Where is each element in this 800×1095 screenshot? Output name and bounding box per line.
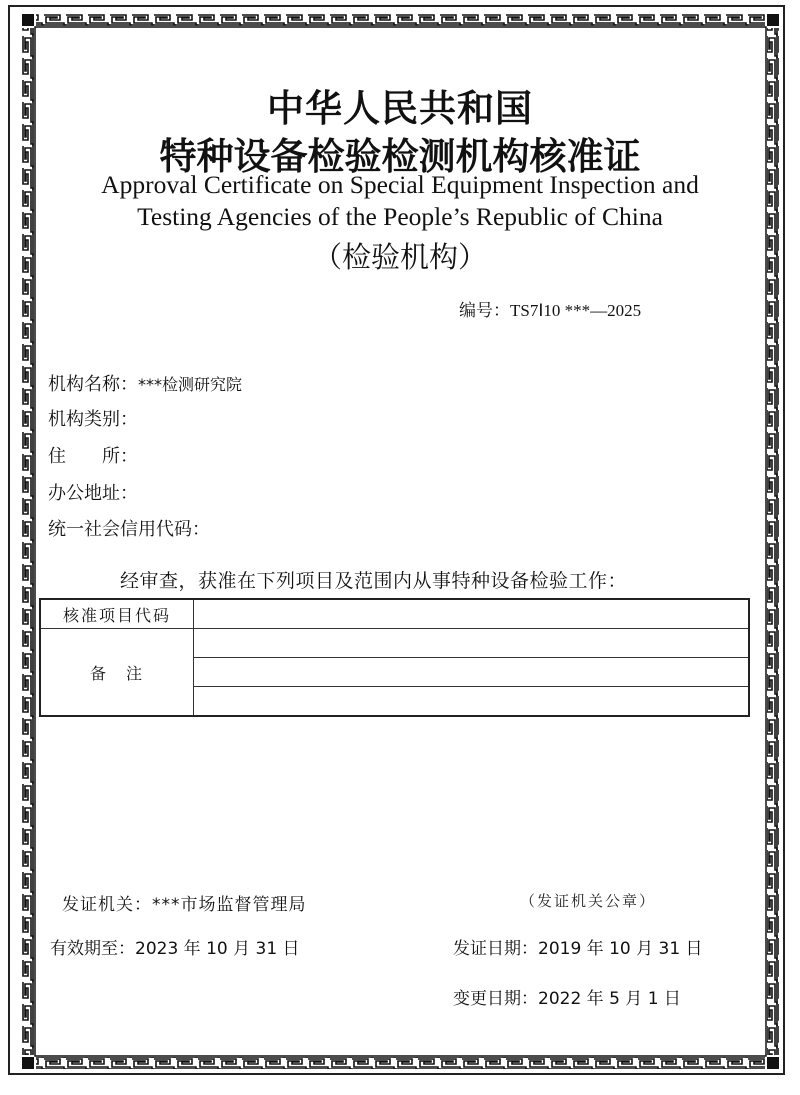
serial-label: 编号：: [459, 301, 510, 320]
field-office-address: [48, 479, 138, 505]
title-country: 中华人民共和国: [267, 87, 533, 130]
approved-items-table: [39, 598, 750, 717]
field-value: ***检测研究院: [138, 375, 243, 394]
field-label: 机构类别：: [48, 409, 138, 430]
field-label: 住 所：: [48, 446, 138, 467]
valid-until: [50, 934, 300, 959]
change-date-label: 变更日期：: [453, 989, 538, 1009]
issue-date: [453, 934, 703, 959]
official-seal-note: （发证机关公章）: [520, 892, 657, 910]
issue-date-label: 发证日期：: [453, 939, 538, 959]
remarks-label: 备 注: [40, 629, 194, 717]
serial-number: [459, 296, 641, 321]
field-agency-category: [48, 405, 138, 431]
change-date-value: 2022 年 5 月 1 日: [538, 989, 681, 1009]
approved-code-label: 核准项目代码: [40, 599, 194, 629]
change-date: [453, 984, 681, 1009]
remarks-value: [194, 629, 750, 658]
table-row: [40, 599, 749, 629]
title-english-line1: Approval Certificate on Special Equipment Inspection and: [101, 170, 699, 199]
review-statement: 经审查，获准在下列项目及范围内从事特种设备检验工作：: [120, 570, 628, 592]
issuer-value: ***市场监督管理局: [152, 895, 307, 915]
issue-date-value: 2019 年 10 月 31 日: [538, 939, 703, 959]
field-domicile: [48, 442, 138, 468]
field-label: 统一社会信用代码：: [48, 519, 210, 540]
field-credit-code: [48, 515, 210, 541]
title-certificate: 特种设备检验检测机构核准证: [159, 135, 641, 178]
field-label: 机构名称：: [48, 374, 138, 395]
title-english-line2: Testing Agencies of the People’s Republic of China: [137, 202, 663, 231]
field-label: 办公地址：: [48, 483, 138, 504]
valid-until-label: 有效期至：: [50, 939, 135, 959]
valid-until-value: 2023 年 10 月 31 日: [135, 939, 300, 959]
table-row: [40, 629, 749, 658]
approved-code-value: [194, 599, 750, 629]
serial-value: TS7Ⅰ10 ***—2025: [510, 301, 642, 320]
subtitle-agency-type: （检验机构）: [312, 240, 487, 274]
field-agency-name: [48, 370, 242, 396]
remarks-value: [194, 687, 750, 717]
issuer-label: 发证机关：: [62, 895, 152, 915]
issuing-authority: [62, 890, 307, 915]
remarks-value: [194, 658, 750, 687]
